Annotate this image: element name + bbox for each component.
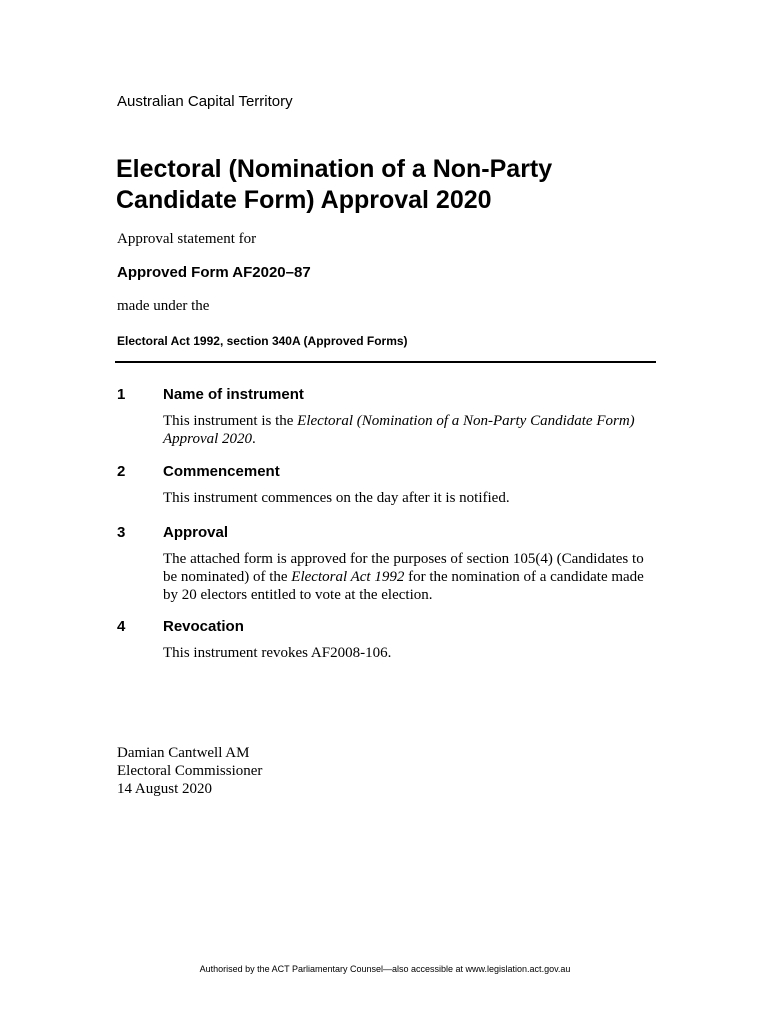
section-1-number: 1 <box>117 386 126 403</box>
section-3-heading: Approval <box>163 524 229 541</box>
section-3-body-end: for the nomination of a candidate made by 20 electors entitled to vote at the election. <box>163 569 644 603</box>
section-1-body-text: This instrument is the <box>163 413 298 429</box>
signatory-role: Electoral Commissioner <box>117 763 263 779</box>
section-3-body <box>163 550 653 604</box>
form-reference: Approved Form AF2020–87 <box>117 264 311 281</box>
section-3-number: 3 <box>117 524 126 541</box>
title-line-2: Candidate Form) Approval 2020 <box>116 186 492 214</box>
section-3-body-text: The attached form is approved for the purposes of section 105(4) (Candidates to be nominated) of the <box>163 551 644 585</box>
page-footer: Authorised by the ACT Parliamentary Counsel—also accessible at www.legislation.act.gov.au <box>199 964 571 974</box>
section-1-body <box>163 412 663 448</box>
signature-date: 14 August 2020 <box>117 781 213 797</box>
document-title <box>116 154 676 216</box>
section-1-body-end: . <box>252 431 256 447</box>
section-2-number: 2 <box>117 463 126 480</box>
header-divider <box>115 361 656 363</box>
signature-block <box>117 744 262 798</box>
jurisdiction-label: Australian Capital Territory <box>117 93 293 110</box>
section-1-instrument-name: Electoral (Nomination of a Non-Party Candidate Form) Approval 2020 <box>163 413 635 447</box>
title-line-1: Electoral (Nomination of a Non-Party <box>116 155 553 183</box>
section-2-heading: Commencement <box>163 463 280 480</box>
section-2-body: This instrument commences on the day after it is notified. <box>163 490 510 506</box>
section-4-heading: Revocation <box>163 618 244 635</box>
section-4-number: 4 <box>117 618 126 635</box>
signatory-name: Damian Cantwell AM <box>117 745 250 761</box>
section-4-body: This instrument revokes AF2008-106. <box>163 645 392 661</box>
section-1-heading: Name of instrument <box>163 386 304 403</box>
act-reference: Electoral Act 1992, section 340A (Approved Forms) <box>117 334 408 348</box>
section-3-act-name: Electoral Act 1992 <box>291 569 405 585</box>
approval-statement-label: Approval statement for <box>117 231 257 247</box>
made-under-label: made under the <box>117 298 210 314</box>
